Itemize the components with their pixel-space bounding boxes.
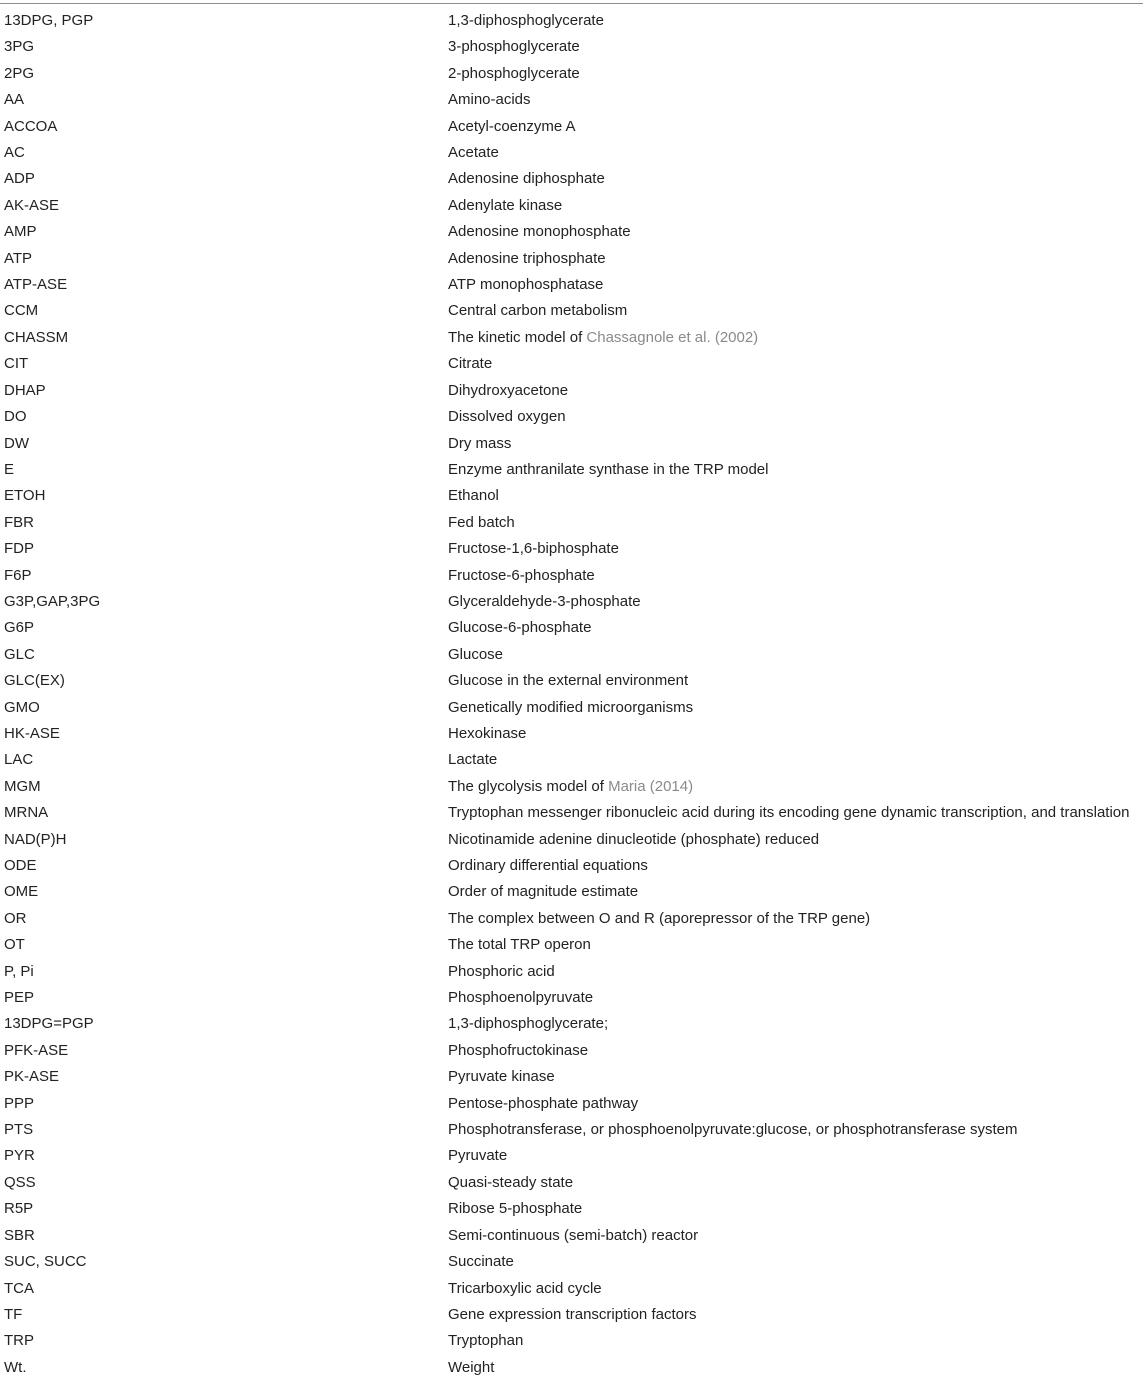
definition-text: Dry mass	[448, 434, 512, 452]
table-row	[0, 668, 1143, 694]
table-row	[0, 1117, 1143, 1143]
abbreviation-cell: Wt.	[4, 1358, 27, 1376]
table-row	[0, 1064, 1143, 1090]
abbreviation-cell: ACCOA	[4, 117, 58, 135]
abbreviation-cell: ODE	[4, 857, 37, 874]
definition-text: Tryptophan	[448, 1332, 524, 1350]
abbreviation-cell: OME	[4, 883, 39, 901]
definition-text: ATP monophosphatase	[448, 276, 604, 294]
citation-link[interactable]: Maria (2014)	[608, 777, 694, 795]
definition-text: Phosphoenolpyruvate	[448, 989, 594, 1007]
abbreviation-cell: G3P,GAP,3PG	[4, 592, 101, 610]
definition-cell	[448, 272, 1143, 298]
table-row	[0, 166, 1143, 192]
definition-cell	[448, 615, 1143, 641]
table-row	[0, 1038, 1143, 1064]
abbreviation-cell: 3PG	[4, 38, 35, 56]
table-top-rule	[0, 3, 1143, 4]
table-row	[0, 140, 1143, 166]
table-row	[0, 589, 1143, 615]
definition-text: Ribose 5-phosphate	[448, 1200, 583, 1218]
definition-text: Phosphotransferase, or phosphoenolpyruvate:glucose, or phosphotransferase system	[448, 1121, 1018, 1139]
table-row	[0, 8, 1143, 34]
abbreviation-cell: SUC, SUCC	[4, 1253, 87, 1271]
abbreviation-cell: DO	[4, 408, 27, 426]
table-row	[0, 431, 1143, 457]
definition-cell	[448, 140, 1143, 166]
table-row	[0, 193, 1143, 219]
table-row	[0, 1328, 1143, 1354]
definition-text: Adenylate kinase	[448, 196, 563, 214]
table-row	[0, 378, 1143, 404]
abbreviation-cell: AA	[4, 91, 25, 109]
table-row	[0, 483, 1143, 509]
abbreviation-cell: SBR	[4, 1226, 35, 1244]
definition-cell	[448, 721, 1143, 747]
definition-text: Fructose-6-phosphate	[448, 566, 595, 584]
definition-cell	[448, 827, 1143, 853]
abbreviation-cell: MRNA	[4, 804, 49, 822]
table-row	[0, 1223, 1143, 1249]
abbreviation-cell: PYR	[4, 1147, 35, 1165]
definition-cell	[448, 510, 1143, 536]
definition-cell	[448, 114, 1143, 140]
abbreviation-cell: P, Pi	[4, 962, 34, 980]
abbreviation-cell: PPP	[4, 1094, 35, 1112]
definition-cell	[448, 378, 1143, 404]
definition-cell	[448, 1091, 1143, 1117]
abbreviation-cell: FDP	[4, 540, 34, 558]
table-row	[0, 351, 1143, 377]
table-row	[0, 404, 1143, 430]
abbreviation-cell: 13DPG, PGP	[4, 12, 94, 29]
definition-text: Glyceraldehyde-3-phosphate	[448, 592, 641, 610]
table-row	[0, 87, 1143, 113]
definition-text: Citrate	[448, 355, 493, 373]
definition-text: Phosphoric acid	[448, 962, 555, 980]
definition-cell	[448, 298, 1143, 324]
abbreviation-cell: CHASSM	[4, 328, 69, 346]
abbreviation-cell: ADP	[4, 170, 35, 188]
definition-cell	[448, 431, 1143, 457]
definition-text: Enzyme anthranilate synthase in the TRP model	[448, 460, 769, 478]
table-row	[0, 1011, 1143, 1037]
definition-text: Glucose in the external environment	[448, 672, 689, 690]
table-row	[0, 457, 1143, 483]
table-row	[0, 1091, 1143, 1117]
table-row	[0, 985, 1143, 1011]
definition-text: Dissolved oxygen	[448, 408, 566, 426]
abbreviation-cell: FBR	[4, 513, 34, 531]
definition-cell	[448, 747, 1143, 773]
definition-cell	[448, 246, 1143, 272]
definition-cell	[448, 1355, 1143, 1381]
definition-text: Nicotinamide adenine dinucleotide (phosphate) reduced	[448, 830, 820, 848]
definition-cell	[448, 800, 1143, 826]
table-row	[0, 325, 1143, 351]
definition-cell	[448, 166, 1143, 192]
definition-cell	[448, 985, 1143, 1011]
definition-cell	[448, 1328, 1143, 1354]
table-row	[0, 721, 1143, 747]
table-row	[0, 800, 1143, 826]
abbreviation-cell: AC	[4, 144, 25, 162]
definition-cell	[448, 87, 1143, 113]
abbreviation-cell: TRP	[4, 1332, 34, 1350]
definition-text: Amino-acids	[448, 91, 531, 109]
abbreviation-cell: LAC	[4, 751, 34, 769]
definition-text: Tryptophan messenger ribonucleic acid during its encoding gene dynamic transcription, and translation	[448, 804, 1130, 822]
definition-cell	[448, 351, 1143, 377]
table-row	[0, 1143, 1143, 1169]
table-row	[0, 747, 1143, 773]
abbreviation-cell: ETOH	[4, 487, 46, 505]
abbreviation-cell: PK-ASE	[4, 1068, 60, 1086]
definition-text: Adenosine triphosphate	[448, 249, 606, 267]
abbreviation-cell: PFK-ASE	[4, 1041, 69, 1059]
table-row	[0, 536, 1143, 562]
table-row	[0, 932, 1143, 958]
definition-cell	[448, 219, 1143, 245]
definition-cell	[448, 483, 1143, 509]
abbreviation-cell: F6P	[4, 566, 32, 584]
definition-cell	[448, 1143, 1143, 1169]
definition-text: Adenosine monophosphate	[448, 223, 631, 241]
definition-text: Order of magnitude estimate	[448, 883, 639, 901]
definition-text: The complex between O and R (aporepressor of the TRP gene)	[448, 909, 871, 927]
definition-text: The kinetic model of	[448, 328, 587, 346]
definition-cell	[448, 1170, 1143, 1196]
definition-text: Pentose-phosphate pathway	[448, 1094, 639, 1112]
definition-text: Central carbon metabolism	[448, 302, 628, 320]
definition-cell	[448, 1038, 1143, 1064]
table-row	[0, 853, 1143, 879]
table-row	[0, 774, 1143, 800]
abbreviation-cell: AK-ASE	[4, 196, 60, 214]
abbreviation-cell: GLC(EX)	[4, 672, 65, 690]
table-row	[0, 114, 1143, 140]
abbreviation-cell: NAD(P)H	[4, 830, 67, 848]
definition-text: Fructose-1,6-biphosphate	[448, 540, 619, 558]
table-row	[0, 219, 1143, 245]
definition-text: Hexokinase	[448, 724, 527, 742]
definition-cell	[448, 404, 1143, 430]
abbreviation-cell: CIT	[4, 355, 29, 373]
definition-text: Glucose	[448, 645, 504, 663]
table-row	[0, 246, 1143, 272]
definition-cell	[448, 695, 1143, 721]
definition-cell	[448, 774, 1143, 800]
definition-cell	[448, 1249, 1143, 1275]
definition-text: Gene expression transcription factors	[448, 1305, 697, 1323]
table-row	[0, 642, 1143, 668]
definition-cell	[448, 906, 1143, 932]
abbreviation-cell: OR	[4, 909, 27, 927]
definition-cell	[448, 8, 1143, 34]
abbreviation-cell: R5P	[4, 1200, 34, 1218]
abbreviation-cell: PTS	[4, 1121, 34, 1139]
definition-text: Weight	[448, 1358, 495, 1376]
definition-text: Glucose-6-phosphate	[448, 619, 592, 637]
table-row	[0, 1196, 1143, 1222]
table-row	[0, 1302, 1143, 1328]
definition-text: Semi-continuous (semi-batch) reactor	[448, 1226, 699, 1244]
table-row	[0, 827, 1143, 853]
definition-text: Fed batch	[448, 513, 515, 531]
definition-cell	[448, 932, 1143, 958]
abbreviation-cell: DHAP	[4, 381, 46, 399]
table-row	[0, 510, 1143, 536]
abbreviation-cell: E	[4, 460, 15, 478]
definition-cell	[448, 1011, 1143, 1037]
definition-text: Adenosine diphosphate	[448, 170, 605, 188]
table-row	[0, 1170, 1143, 1196]
definition-cell	[448, 642, 1143, 668]
abbreviation-cell: HK-ASE	[4, 724, 60, 742]
definition-text: Tricarboxylic acid cycle	[448, 1279, 602, 1297]
abbreviation-cell: ATP-ASE	[4, 276, 68, 294]
table-row	[0, 298, 1143, 324]
table-row	[0, 272, 1143, 298]
definition-text: The total TRP operon	[448, 936, 591, 954]
abbreviation-cell: G6P	[4, 619, 35, 637]
table-row	[0, 695, 1143, 721]
definition-cell	[448, 536, 1143, 562]
definition-text: 2-phosphoglycerate	[448, 64, 580, 82]
abbreviation-cell: TF	[4, 1305, 23, 1323]
definition-text: Phosphofructokinase	[448, 1041, 589, 1059]
definition-cell	[448, 853, 1143, 879]
definition-cell	[448, 1302, 1143, 1328]
abbreviations-table	[0, 8, 1143, 1381]
definition-cell	[448, 1223, 1143, 1249]
abbreviation-cell: QSS	[4, 1173, 36, 1191]
abbreviation-cell: CCM	[4, 302, 39, 320]
definition-text: Dihydroxyacetone	[448, 381, 569, 399]
definition-text: 3-phosphoglycerate	[448, 38, 580, 56]
abbreviation-cell: 13DPG=PGP	[4, 1015, 94, 1033]
definition-cell	[448, 563, 1143, 589]
abbreviation-cell: 2PG	[4, 64, 35, 82]
citation-link[interactable]: Chassagnole et al. (2002)	[586, 328, 759, 346]
definition-text: The glycolysis model of	[448, 777, 609, 795]
definition-text: Acetate	[448, 144, 499, 162]
definition-text: Ordinary differential equations	[448, 857, 648, 874]
definition-cell	[448, 879, 1143, 905]
table-row	[0, 1249, 1143, 1275]
definition-cell	[448, 668, 1143, 694]
table-row	[0, 1276, 1143, 1302]
definition-text: Lactate	[448, 751, 498, 769]
definition-text: Genetically modified microorganisms	[448, 698, 694, 716]
definition-cell	[448, 325, 1143, 351]
definition-cell	[448, 589, 1143, 615]
table-row	[0, 959, 1143, 985]
definition-cell	[448, 457, 1143, 483]
abbreviation-cell: GMO	[4, 698, 40, 716]
definition-text: 1,3-diphosphoglycerate	[448, 12, 604, 29]
definition-text: Quasi-steady state	[448, 1173, 574, 1191]
abbreviation-cell: PEP	[4, 989, 35, 1007]
abbreviation-cell: TCA	[4, 1279, 34, 1297]
definition-cell	[448, 1276, 1143, 1302]
definition-cell	[448, 1064, 1143, 1090]
abbreviation-cell: OT	[4, 936, 25, 954]
table-row	[0, 61, 1143, 87]
abbreviation-cell: ATP	[4, 249, 33, 267]
abbreviation-cell: AMP	[4, 223, 37, 241]
definition-text: Pyruvate kinase	[448, 1068, 555, 1086]
definition-text: 1,3-diphosphoglycerate;	[448, 1015, 609, 1033]
table-row	[0, 563, 1143, 589]
definition-cell	[448, 34, 1143, 60]
definition-cell	[448, 61, 1143, 87]
abbreviation-cell: DW	[4, 434, 29, 452]
definition-text: Succinate	[448, 1253, 514, 1271]
abbreviation-cell: GLC	[4, 645, 35, 663]
table-row	[0, 879, 1143, 905]
definition-cell	[448, 1196, 1143, 1222]
table-row	[0, 1355, 1143, 1381]
definition-cell	[448, 1117, 1143, 1143]
definition-cell	[448, 193, 1143, 219]
table-row	[0, 906, 1143, 932]
definition-text: Pyruvate	[448, 1147, 508, 1165]
definition-cell	[448, 959, 1143, 985]
abbreviation-cell: MGM	[4, 777, 41, 795]
table-row	[0, 34, 1143, 60]
definition-text: Acetyl-coenzyme A	[448, 117, 576, 135]
definition-text: Ethanol	[448, 487, 499, 505]
table-row	[0, 615, 1143, 641]
